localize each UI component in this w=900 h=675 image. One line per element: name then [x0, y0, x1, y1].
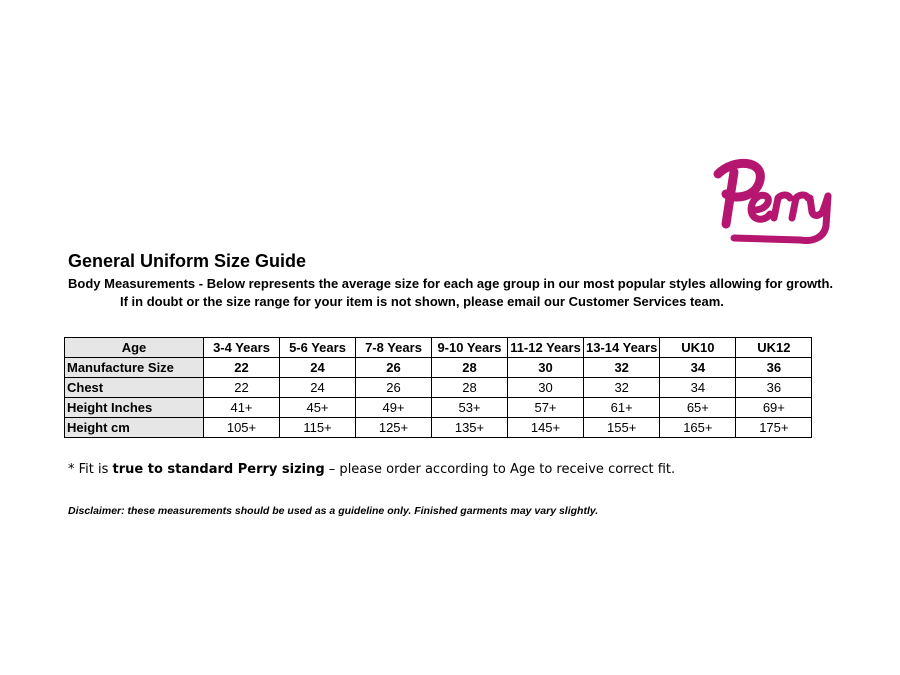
fit-note-suffix: – please order according to Age to receive correct fit.	[324, 462, 676, 477]
table-row-chest	[65, 378, 812, 398]
table-cell: 125+	[356, 418, 432, 438]
row-label: Manufacture Size	[65, 358, 204, 378]
size-guide-table	[64, 337, 812, 438]
row-label: Height cm	[65, 418, 204, 438]
table-cell: 22	[204, 378, 280, 398]
table-cell: 34	[660, 378, 736, 398]
table-cell: 41+	[204, 398, 280, 418]
table-cell: 49+	[356, 398, 432, 418]
table-cell: 28	[432, 358, 508, 378]
age-column-header: 5-6 Years	[280, 338, 356, 358]
table-cell: 22	[204, 358, 280, 378]
table-cell: 24	[280, 358, 356, 378]
table-cell: 61+	[584, 398, 660, 418]
page-title: General Uniform Size Guide	[68, 251, 307, 271]
table-cell: 145+	[508, 418, 584, 438]
age-column-header: 13-14 Years	[584, 338, 660, 358]
age-column-header: 9-10 Years	[432, 338, 508, 358]
table-cell: 26	[356, 358, 432, 378]
row-label: Chest	[65, 378, 204, 398]
intro-text-line-2: If in doubt or the size range for your item is not shown, please email our Customer Services team.	[120, 294, 724, 309]
table-cell: 69+	[736, 398, 812, 418]
age-column-header: 11-12 Years	[508, 338, 584, 358]
table-cell: 105+	[204, 418, 280, 438]
table-cell: 32	[584, 378, 660, 398]
table-header-row	[65, 338, 812, 358]
table-cell: 30	[508, 378, 584, 398]
table-cell: 36	[736, 378, 812, 398]
intro-text-line-1: Body Measurements - Below represents the average size for each age group in our most popular styles allowing for growth.	[68, 276, 834, 291]
fit-note	[68, 462, 675, 477]
fit-note-prefix: * Fit is	[68, 462, 113, 477]
table-cell: 26	[356, 378, 432, 398]
table-row-manufacture-size	[65, 358, 812, 378]
age-column-header: 3-4 Years	[204, 338, 280, 358]
disclaimer-text: Disclaimer: these measurements should be used as a guideline only. Finished garments may vary slightly.	[68, 505, 599, 517]
perry-logo	[704, 152, 840, 248]
age-header: Age	[65, 338, 204, 358]
table-cell: 155+	[584, 418, 660, 438]
table-row-height-inches	[65, 398, 812, 418]
age-column-header: UK10	[660, 338, 736, 358]
table-cell: 53+	[432, 398, 508, 418]
table-cell: 165+	[660, 418, 736, 438]
age-column-header: UK12	[736, 338, 812, 358]
row-label: Height Inches	[65, 398, 204, 418]
table-cell: 65+	[660, 398, 736, 418]
table-row-height-cm	[65, 418, 812, 438]
table-cell: 24	[280, 378, 356, 398]
table-cell: 57+	[508, 398, 584, 418]
fit-note-emphasis: true to standard Perry sizing	[112, 462, 325, 477]
table-cell: 115+	[280, 418, 356, 438]
table-cell: 175+	[736, 418, 812, 438]
table-cell: 30	[508, 358, 584, 378]
table-cell: 45+	[280, 398, 356, 418]
table-cell: 34	[660, 358, 736, 378]
table-cell: 36	[736, 358, 812, 378]
table-cell: 32	[584, 358, 660, 378]
table-cell: 135+	[432, 418, 508, 438]
age-column-header: 7-8 Years	[356, 338, 432, 358]
table-cell: 28	[432, 378, 508, 398]
